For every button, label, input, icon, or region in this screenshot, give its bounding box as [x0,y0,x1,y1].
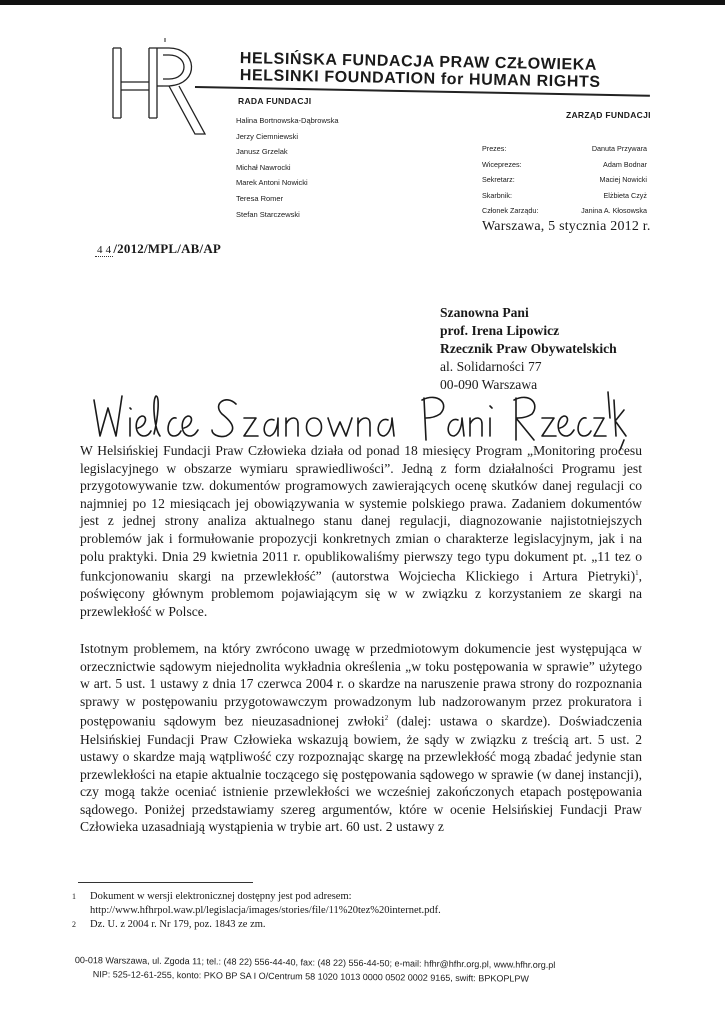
board-name: Elżbieta Czyż [603,190,647,200]
board-name: Adam Bodnar [603,159,647,169]
council-title: RADA FUNDACJI [238,96,312,106]
council-member: Jerzy Ciemniewski [236,131,299,141]
footnote-ref-1: 1 [635,569,639,578]
board-role: Wiceprezes: [482,159,522,169]
reference-handwritten: 4 4 [97,244,112,256]
paragraph-1-text: W Helsińskiej Fundacji Praw Człowieka działa od ponad 18 miesięcy Program „Monitoring procesu legislacyjnego w obszarze wymiaru sprawiedliwości”. Jedną z form działalności Programu jest przygotowywanie tzw. dokumentów programowych zawierających ocenę skutków danej regulacji co najmniej po 12 miesiącach jej obowiązywania w systemie polskiego prawa. Zadaniem dokumentów jest z jednej strony analiza aktualnego stanu danej regulacji, diagnozowanie najistotniejszych problemów jak i formułowanie propozycji konkretnych zmian o charakterze legislacyjnym, jak i na polu praktyki. Dnia 29 kwietnia 2011 r. opublikowaliśmy pierwszy tego typu dokument pt. „11 tez o funkcjonowaniu skargi na przewlekłość” (autorstwa Wojciecha Klickiego i Artura Pietryki) [80,443,642,584]
board-role: Prezes: [482,144,507,153]
footnote-number: 2 [72,920,76,929]
board-row [482,191,647,207]
addressee-city: 00-090 Warszawa [440,377,538,392]
council-member: Michał Nawrocki [236,162,291,172]
salutation-text: Wielce Szanowna Pani Rzecznik, [88,378,102,379]
board-name: Janina A. Kłosowska [581,206,647,215]
paragraph-2-text-end: (dalej: ustawa o skardze). Doświadczenia Helsińskiej Fundacji Praw Człowieka wskazują bowiem, że sądy w związku z treścią art. 5 ust. 2 ustawy o skardze mają wątpliwość czy rozpoznając skargę na przewlekłość mogą zbadać jedynie stan przewlekłości na etapie aktualnie toczącego się postępowania sądowego w sprawie (w danej instancji), czy mogą także oceniać istnienie przewlekłości we wcześniej zakończonych etapach postępowania sądowego. Poniżej przedstawiamy szereg argumentów, które w ocenie Helsińskiej Fundacji Praw Człowieka uzasadniają wystąpienia w trybie art. 60 ust. 2 ustawy z [80,713,643,835]
council-member: Janusz Grzelak [236,147,288,157]
footnote-number: 1 [72,892,76,901]
footnote-ref-2: 2 [384,714,389,723]
footer-address: 00-018 Warszawa, ul. Zgoda 11; tel.: (48 22) 556-44-40, fax: (48 22) 556-44-50; e-mail: hfhr@hfhr.org.pl, www.hfhr.org.pl [74,954,556,971]
letter-date: Warszawa, 5 stycznia 2012 r. [482,219,651,234]
board-row [482,144,647,160]
hfhr-logo [105,38,235,143]
org-name-en: HELSINKI FOUNDATION for HUMAN RIGHTS [239,67,601,91]
addressee-name: prof. Irena Lipowicz [440,323,560,338]
council-member: Stefan Starczewski [236,209,300,219]
paragraph-1-text-end: , poświęcony głównym problemom pojawiającym się w w związku z korzystaniem ze skargi na przewlekłość w Polsce. [80,568,642,619]
paragraph-2-text: Istotnym problemem, na który zwrócono uwagę w przedmiotowym dokumencie jest występująca w orzecznictwie sądowym niejednolita wykładnia określenia „w toku postępowania w sprawie” użytego w art. 5 ust. 1 ustawy z dnia 17 czerwca 2004 r. o skardze na naruszenie prawa strony do rozpoznania sprawy w postępowaniu przygotowawczym prowadzonym lub nadzorowanym przez prokuratora i postępowaniu sądowym bez nieuzasadnionej zwłoki [80,641,642,729]
footnote-text: Dz. U. z 2004 r. Nr 179, poz. 1843 ze zm. [90,919,266,930]
page-footer [75,953,556,986]
footnote-1 [72,890,632,918]
council-members-list [236,113,339,222]
footnote-url: http://www.hfhrpol.waw.pl/legislacja/images/stories/file/11%20tez%20internet.pdf. [90,905,441,916]
reference-suffix: /2012/MPL/AB/AP [113,241,222,256]
council-member: Teresa Romer [236,193,284,203]
reference-number [95,241,221,257]
board-name: Maciej Nowicki [599,175,647,184]
footnote-2 [72,918,632,932]
council-member: Halina Bortnowska-Dąbrowska [236,116,339,125]
scan-top-border [0,0,725,5]
addressee-street: al. Solidarności 77 [440,359,542,374]
addressee-title: Rzecznik Praw Obywatelskich [440,341,617,356]
body-paragraph-2 [80,640,642,836]
footnote-text: Dokument w wersji elektronicznej dostępny jest pod adresem: [90,891,352,902]
board-role: Członek Zarządu: [482,206,539,215]
board-members-list [482,144,647,222]
org-name-pl: HELSIŃSKA FUNDACJA PRAW CZŁOWIEKA [239,50,598,74]
footnotes [72,890,632,932]
board-name: Danuta Przywara [591,144,647,153]
board-title: ZARZĄD FUNDACJI [566,110,651,120]
board-role: Skarbnik: [482,190,512,200]
board-row [482,175,647,191]
board-role: Sekretarz: [482,175,515,184]
body-paragraph-1 [80,442,642,620]
footnote-divider [78,882,253,883]
council-member: Marek Antoni Nowicki [236,178,308,188]
board-row [482,160,647,176]
footer-bank: NIP: 525-12-61-255, konto: PKO BP SA I O/Centrum 58 1020 1013 0000 0502 0002 9165, swift: BPKOPLPW [92,969,529,984]
addressee-greeting: Szanowna Pani [440,305,529,320]
